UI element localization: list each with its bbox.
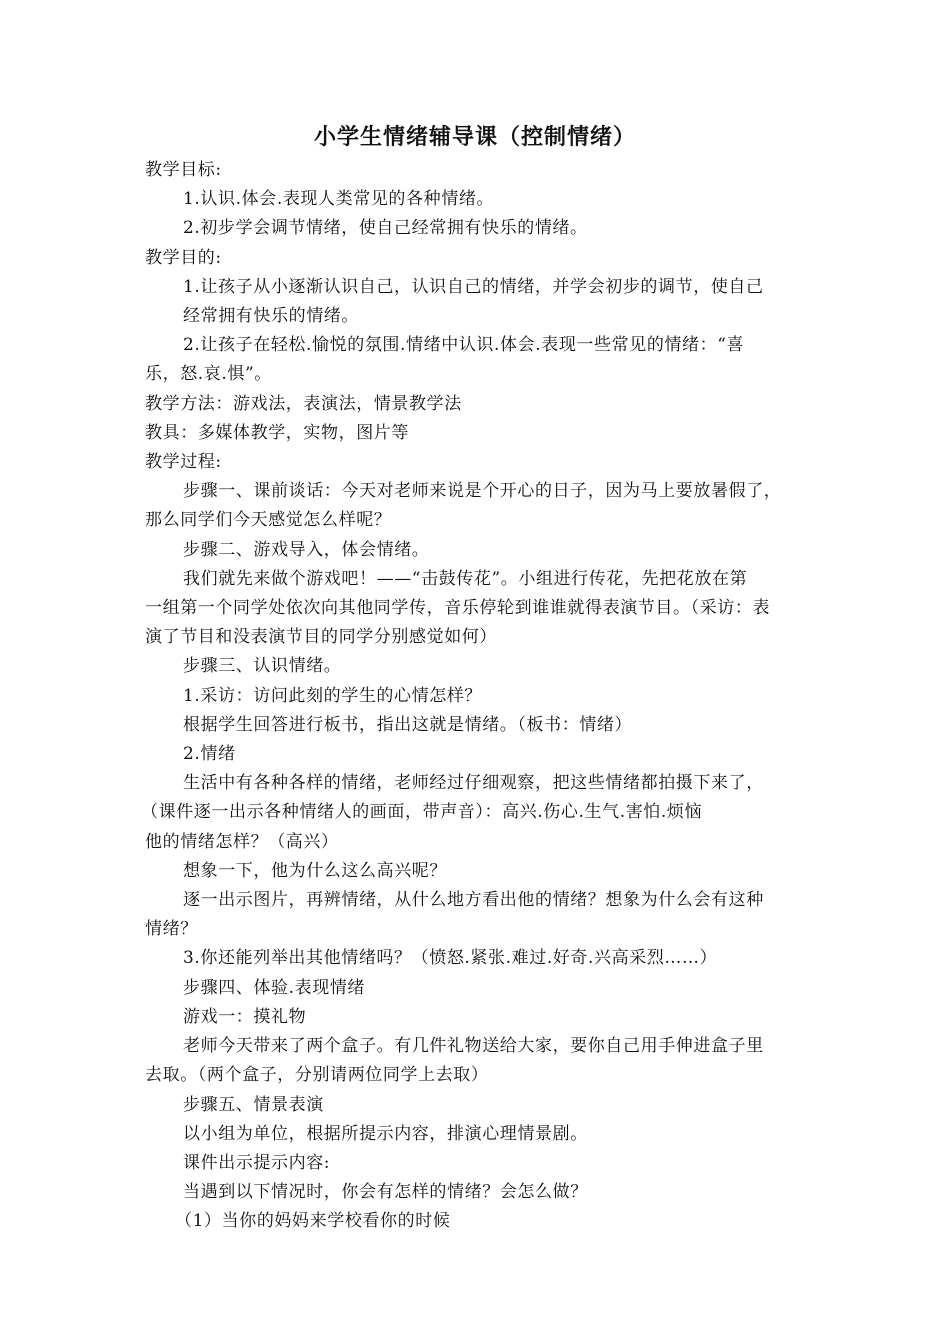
text-line: 去取。（两个盒子，分别请两位同学上去取） [145,1065,489,1086]
document-title: 小学生情绪辅导课（控制情绪） [313,125,636,150]
text-line: 一组第一个同学处依次向其他同学传，音乐停轮到谁谁就得表演节目。（采访：表 [145,598,771,619]
text-line: 步骤三、认识情绪。 [183,656,342,677]
text-line: 步骤二、游戏导入，体会情绪。 [183,539,430,560]
text-line: 根据学生回答进行板书，指出这就是情绪。（板书：情绪） [183,714,633,735]
text-line: 想象一下，他为什么这么高兴呢？ [183,860,447,881]
text-line: （1）当你的妈妈来学校看你的时候 [175,1211,451,1232]
text-line: 演了节目和没表演节目的同学分别感觉如何） [145,627,497,648]
text-line: 步骤四、体验.表现情绪 [183,977,366,998]
text-line: （课件逐一出示各种情绪人的画面，带声音）：高兴.伤心.生气.害怕.烦恼 [141,802,703,823]
text-line: 教学目标: [145,160,222,180]
text-line: 3.你还能列举出其他情绪吗？（愤怒.紧张.难过.好奇.兴高采烈……） [183,948,718,969]
text-line: 教学过程: [145,452,222,473]
text-line: 情绪？ [145,919,198,940]
text-line: 1.让孩子从小逐渐认识自己，认识自己的情绪，并学会初步的调节，使自己 [183,276,764,297]
text-line: 经常拥有快乐的情绪。 [183,306,359,327]
text-line: 步骤一、课前谈话：今天对老师来说是个开心的日子，因为马上要放暑假了， [183,481,782,502]
text-line: 我们就先来做个游戏吧！——“击鼓传花”。小组进行传花，先把花放在第 [183,568,748,589]
text-line: 游戏一：摸礼物 [183,1006,307,1027]
text-line: 教学方法：游戏法，表演法，情景教学法 [145,393,462,414]
text-line: 那么同学们今天感觉怎么样呢？ [145,510,392,531]
text-line: 2.初步学会调节情绪，使自己经常拥有快乐的情绪。 [183,218,588,239]
document-body [141,156,810,1237]
text-line: 以小组为单位，根据所提示内容，排演心理情景剧。 [183,1123,588,1144]
text-line: 逐一出示图片，再辨情绪，从什么地方看出他的情绪？想象为什么会有这种 [183,890,764,911]
text-line: 生活中有各种各样的情绪，老师经过仔细观察，把这些情绪都拍摄下来了， [183,773,764,794]
text-line: 教学目的: [145,247,222,268]
text-line: 乐，怒.哀.惧”。 [145,364,272,385]
text-line: 1.认识.体会.表现人类常见的各种情绪。 [183,189,495,210]
text-line: 2.让孩子在轻松.愉悦的氛围.情绪中认识.体会.表现一些常见的情绪：“喜 [183,335,745,356]
text-line: 1.采访：访问此刻的学生的心情怎样？ [183,685,483,706]
text-line: 他的情绪怎样？（高兴） [145,831,339,852]
text-line: 老师今天带来了两个盒子。有几件礼物送给大家，要你自己用手伸进盒子里 [183,1036,764,1057]
text-line: 2.情绪 [183,744,236,765]
text-line: 步骤五、情景表演 [183,1094,324,1115]
text-line: 当遇到以下情况时，你会有怎样的情绪？会怎么做？ [183,1182,588,1203]
text-line: 教具：多媒体教学，实物，图片等 [145,422,409,443]
text-line: 课件出示提示内容: [183,1152,331,1173]
